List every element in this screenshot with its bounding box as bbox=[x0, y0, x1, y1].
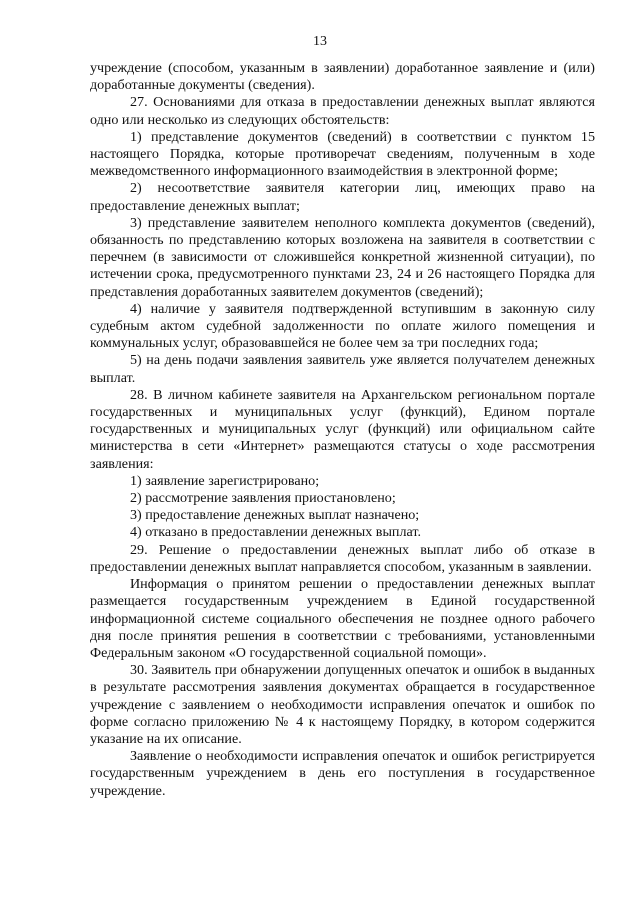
paragraph-27: 27. Основаниями для отказа в предоставлении денежных выплат являются одно или несколько из следующих обстоятельств: bbox=[90, 94, 595, 128]
list-item-28-2: 2) рассмотрение заявления приостановлено; bbox=[130, 490, 396, 507]
paragraph-29: 29. Решение о предоставлении денежных выплат либо об отказе в предоставлении денежных выплат направляется способом, указанным в заявлении. bbox=[90, 541, 595, 575]
paragraph-30: 30. Заявитель при обнаружении допущенных опечаток и ошибок в выданных в результате рассмотрения заявления документах обращается в государственное учреждение с заявлением о необходимости исправления опечаток и ошибок по форме согласно приложению № 4 к настоящему Порядку, в котором содержится указание на их описание. bbox=[90, 662, 595, 747]
document-body bbox=[90, 60, 595, 800]
list-item-27-3: 3) представление заявителем неполного комплекта документов (сведений), обязанность по представлению которых возложена на заявителя в соответствии с перечнем (в зависимости от сложившейся конкретной жизненной ситуации), по истечении срока, предусмотренного пунктами 23, 24 и 26 настоящего Порядка для представления доработанных заявителем документов (сведений); bbox=[90, 214, 595, 300]
paragraph-28: 28. В личном кабинете заявителя на Архангельском региональном портале государственных и муниципальных услуг (функций), Едином портале государственных и муниципальных услуг (функций) или официальном сайте министерства в сети «Интернет» размещаются статусы о ходе рассмотрения заявления: bbox=[90, 386, 595, 472]
paragraph-30-registration: Заявление о необходимости исправления опечаток и ошибок регистрируется государственным учреждением в день его поступления в государственное учреждение. bbox=[90, 748, 595, 799]
list-item-28-4: 4) отказано в предоставлении денежных выплат. bbox=[130, 524, 422, 541]
list-item-27-1: 1) представление документов (сведений) в соответствии с пунктом 15 настоящего Порядка, которые противоречат сведениям, полученным в ходе межведомственного информационного взаимодействия в электронной форме; bbox=[90, 128, 595, 180]
paragraph-continuation: учреждение (способом, указанным в заявлении) доработанное заявление и (или) доработанные документы (сведения). bbox=[90, 60, 595, 94]
list-item-27-4: 4) наличие у заявителя подтвержденной вступившим в законную силу судебным актом судебной задолженности по оплате жилого помещения и коммунальных услуг, образовавшейся не более чем за три последних года; bbox=[90, 300, 595, 352]
list-item-27-2: 2) несоответствие заявителя категории лиц, имеющих право на предоставление денежных выплат; bbox=[90, 180, 595, 214]
paragraph-29-info: Информация о принятом решении о предоставлении денежных выплат размещается государственным учреждением в Единой государственной информационной системе социального обеспечения не позднее одного рабочего дня после принятия решения в соответствии с требованиями, установленными Федеральным законом «О государственной социальной помощи». bbox=[90, 576, 595, 661]
list-item-27-5: 5) на день подачи заявления заявитель уже является получателем денежных выплат. bbox=[90, 352, 595, 386]
list-item-28-3: 3) предоставление денежных выплат назначено; bbox=[130, 507, 420, 524]
list-item-28-1: 1) заявление зарегистрировано; bbox=[130, 472, 320, 489]
page-number: 13 bbox=[313, 34, 327, 49]
